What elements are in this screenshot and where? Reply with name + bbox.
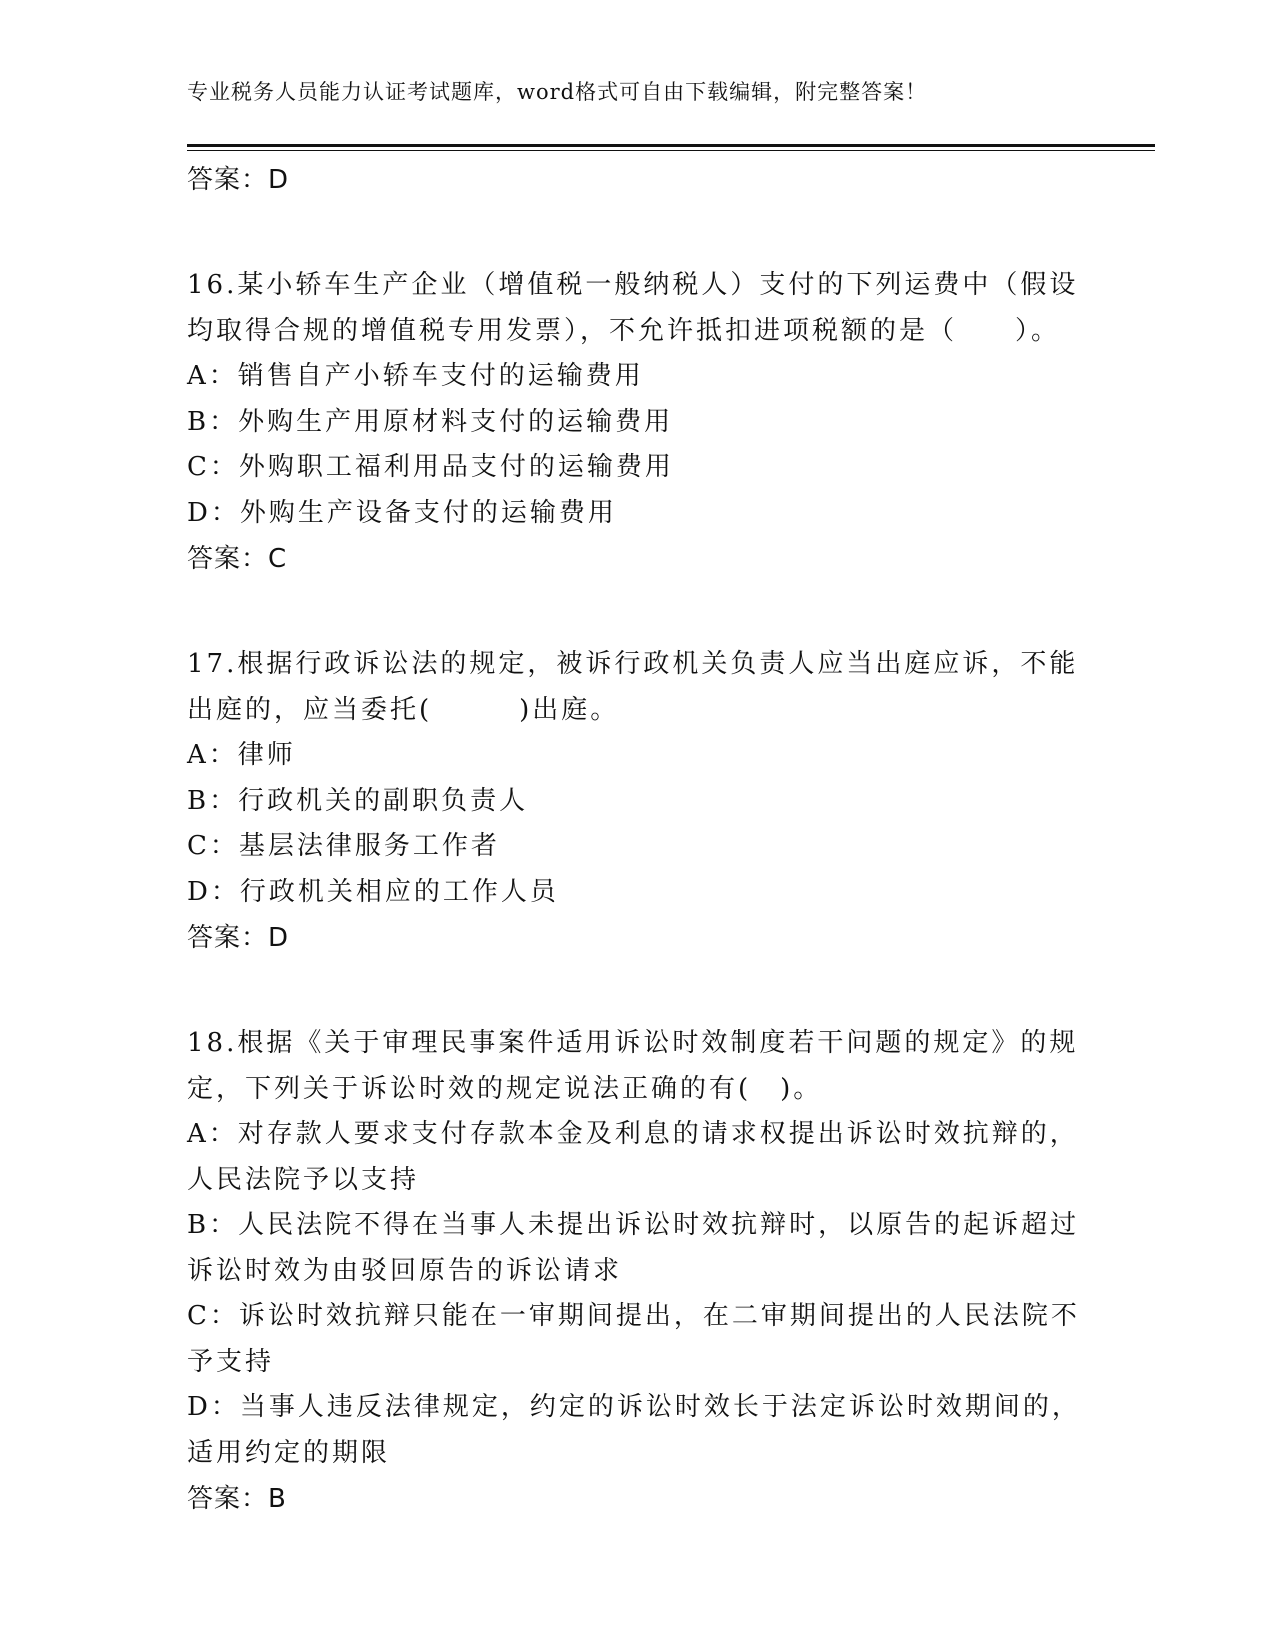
option-a: A：律师 xyxy=(187,740,296,770)
question-list xyxy=(187,157,1087,1522)
option-a: A：销售自产小轿车支付的运输费用 xyxy=(187,361,644,391)
option-d: D：当事人违反法律规定，约定的诉讼时效长于法定诉讼时效期间的，适用约定的期限 xyxy=(187,1392,1081,1468)
option-c: C：基层法律服务工作者 xyxy=(187,831,500,861)
option-c: C：诉讼时效抗辩只能在一审期间提出，在二审期间提出的人民法院不予支持 xyxy=(187,1301,1080,1377)
header-rule-thin xyxy=(187,150,1155,151)
answer: 答案：C xyxy=(187,544,288,574)
question-stem: 18.根据《关于审理民事案件适用诉讼时效制度若干问题的规定》的规定，下列关于诉讼时效的规定说法正确的有( )。 xyxy=(187,1028,1079,1104)
previous-answer: 答案：D xyxy=(187,165,290,195)
question-18 xyxy=(187,1021,1087,1522)
question-stem: 17.根据行政诉讼法的规定，被诉行政机关负责人应当出庭应诉，不能出庭的，应当委托( )出庭。 xyxy=(187,649,1079,725)
option-d: D：行政机关相应的工作人员 xyxy=(187,876,559,907)
page-header: 专业税务人员能力认证考试题库，word格式可自由下载编辑，附完整答案！ xyxy=(187,80,928,104)
question-16 xyxy=(187,263,1087,582)
header-rule xyxy=(187,144,1155,147)
answer: 答案：D xyxy=(187,923,290,953)
option-d: D：外购生产设备支付的运输费用 xyxy=(187,497,617,528)
option-b: B：外购生产用原材料支付的运输费用 xyxy=(187,406,674,437)
option-c: C：外购职工福利用品支付的运输费用 xyxy=(187,452,674,482)
answer: 答案：B xyxy=(187,1484,287,1514)
question-stem: 16.某小轿车生产企业（增值税一般纳税人）支付的下列运费中（假设均取得合规的增值税专用发票），不允许抵扣进项税额的是（ ）。 xyxy=(187,270,1079,346)
option-b: B：行政机关的副职负责人 xyxy=(187,785,529,816)
option-b: B：人民法院不得在当事人未提出诉讼时效抗辩时，以原告的起诉超过诉讼时效为由驳回原告的诉讼请求 xyxy=(187,1210,1080,1286)
option-a: A：对存款人要求支付存款本金及利息的请求权提出诉讼时效抗辩的，人民法院予以支持 xyxy=(187,1119,1079,1195)
question-17 xyxy=(187,642,1087,961)
